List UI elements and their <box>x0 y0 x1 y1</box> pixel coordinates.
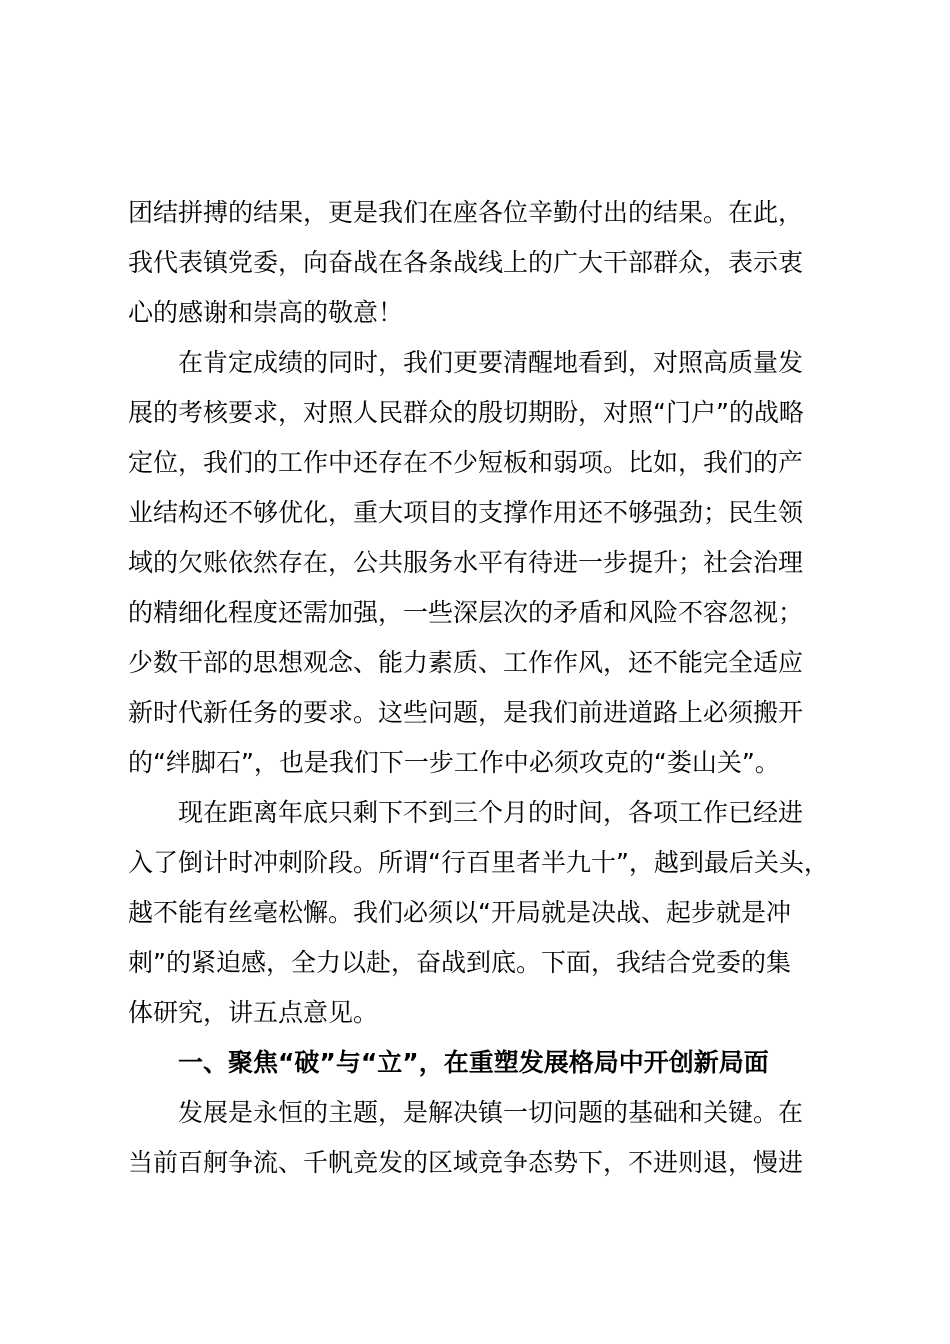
paragraph-start-line: 现在距离年底只剩下不到三个月的时间，各项工作已经进 <box>178 798 804 827</box>
text-line: 入了倒计时冲刺阶段。所谓“行百里者半九十”，越到最后关头， <box>128 848 829 877</box>
text-line: 新时代新任务的要求。这些问题，是我们前进道路上必须搬开 <box>128 698 804 727</box>
document-body <box>128 188 828 1188</box>
text-line: 越不能有丝毫松懈。我们必须以“开局就是决战、起步就是冲 <box>128 898 791 927</box>
text-line: 业结构还不够优化，重大项目的支撑作用还不够强劲；民生领 <box>128 498 804 527</box>
text-line: 团结拼搏的结果，更是我们在座各位辛勤付出的结果。在此， <box>128 198 804 227</box>
text-line: 体研究，讲五点意见。 <box>128 998 379 1027</box>
text-line: 定位，我们的工作中还存在不少短板和弱项。比如，我们的产 <box>128 448 804 477</box>
text-line: 我代表镇党委，向奋战在各条战线上的广大干部群众，表示衷 <box>128 248 804 277</box>
text-line: 的“绊脚石”，也是我们下一步工作中必须攻克的“娄山关”。 <box>128 748 780 777</box>
paragraph-start-line: 发展是永恒的主题，是解决镇一切问题的基础和关键。在 <box>178 1098 804 1127</box>
paragraph-start-line: 在肯定成绩的同时，我们更要清醒地看到，对照高质量发 <box>178 348 804 377</box>
section-heading: 一、聚焦“破”与“立”，在重塑发展格局中开创新局面 <box>178 1048 769 1077</box>
text-line: 的精细化程度还需加强，一些深层次的矛盾和风险不容忽视； <box>128 598 804 627</box>
text-line: 少数干部的思想观念、能力素质、工作作风，还不能完全适应 <box>128 648 804 677</box>
text-line: 刺”的紧迫感，全力以赴，奋战到底。下面，我结合党委的集 <box>128 948 791 977</box>
text-line: 展的考核要求，对照人民群众的殷切期盼，对照“门户”的战略 <box>128 398 804 427</box>
text-line: 心的感谢和崇高的敬意！ <box>128 298 404 327</box>
text-line: 当前百舸争流、千帆竞发的区域竞争态势下，不进则退，慢进 <box>128 1148 804 1177</box>
text-line: 域的欠账依然存在，公共服务水平有待进一步提升；社会治理 <box>128 548 804 577</box>
